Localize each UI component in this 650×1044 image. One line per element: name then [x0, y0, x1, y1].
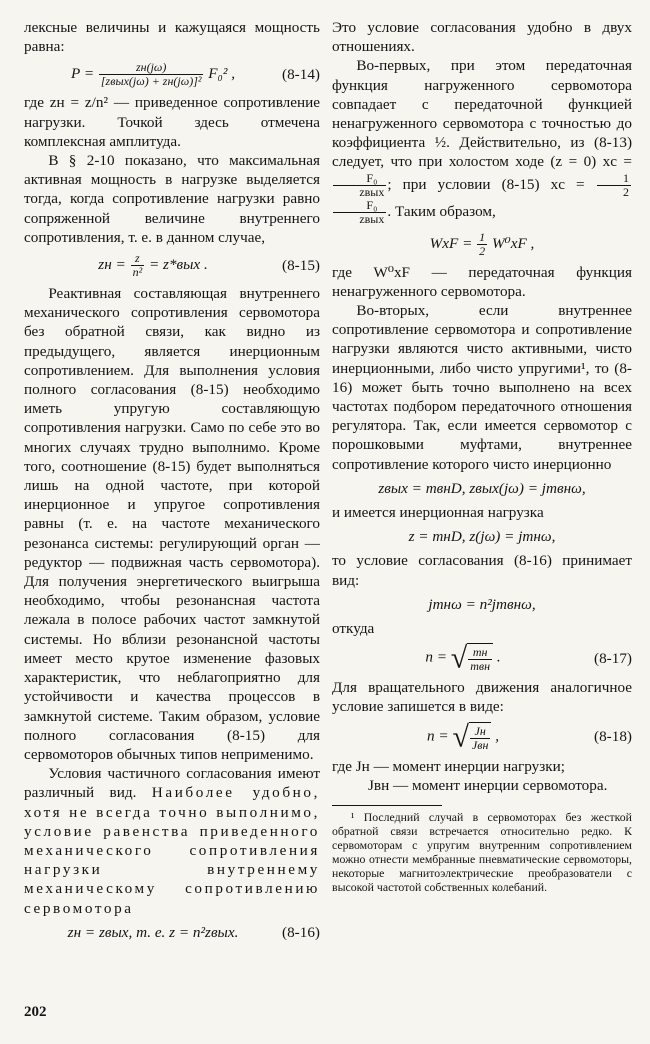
equation-transfer: WxF = $\frac{1}{2}$ W⁰xF ,	[429, 229, 535, 258]
paragraph: Jвн — момент инерции сервомотора.	[368, 776, 608, 794]
equation-8-15: zн = $\frac{z}{\text{n²}}$ = z*вых . (8-15)	[98, 251, 320, 280]
fraction: $\frac{1}{2}$	[479, 229, 486, 258]
fraction: $\frac{z}{\text{n²}}$	[132, 251, 143, 280]
equation-8-18: n = √ $\frac{Jн}{\text{Jвн}}$ , (8-18)	[427, 720, 632, 754]
footnote: ¹ Последний случай в сервомоторах без жесткой обратной связи встречается относительно редко. К сервомоторам с упругим внутренним сопротивлением можно отнести мембранные пневматические сервомоторы, некоторые магнитоэлектрические преобразователи с высокой частотой собственных колебаний.	[332, 810, 632, 895]
equation-8-17: n = √ $\frac{mн}{\text{mвн}}$ . (8-17)	[425, 641, 632, 675]
equation-number: (8-16)	[282, 923, 320, 941]
equation-zvyh: zвых = mвнD, zвых(jω) = jmвнω,	[378, 479, 586, 497]
paragraph: то условие согласования (8-16) принимает вид:	[332, 552, 632, 589]
paragraph: лексные величины и кажущаяся мощность равна:	[24, 19, 320, 56]
equation-number: (8-18)	[594, 728, 632, 746]
footnote-rule	[332, 805, 442, 806]
paragraph: Во-первых, при этом передаточная функция нагруженного сервомотора совпадает с передаточной функцией ненагруженного сервомотора с точностью до коэффициента ½. Действительно, из (8-13) следует, что при холостом ходе (z = 0) xc = $\frac{\text{F₀}}{\text{zвых}}$ ; при условии (8-15) xc = $\frac{1}{2}$ $\frac{\text{F₀}}{\text{zвых}}$ . Таким образом,	[332, 57, 632, 226]
page-number: 202	[24, 1004, 47, 1020]
sqrt-sign: √	[452, 720, 469, 754]
fraction: $\frac{mн}{\text{mвн}}$	[470, 645, 491, 674]
equation-number: (8-15)	[282, 256, 320, 274]
right-column	[332, 18, 632, 894]
equation-number: (8-14)	[282, 66, 320, 84]
sqrt-sign: √	[450, 641, 468, 675]
fraction: $\frac{\text{F₀}}{\text{zвых}}$	[333, 172, 386, 199]
left-column	[24, 18, 320, 947]
equation-number: (8-17)	[594, 649, 632, 667]
paragraph: В § 2-10 показано, что максимальная активная мощность в нагрузке выделяется тогда, когда сопротивление нагрузки равно сопряженной величине внутреннего сопротивления, т. е. в данном случае,	[24, 152, 320, 246]
paragraph: Во-вторых, если внутреннее сопротивление сервомотора и сопротивление нагрузки являются чисто активными, чисто инерционными, либо чисто упругими¹, то (8-16) может быть точно выполнено на всех частотах подбором передаточного отношения регулятора. Так, если имеется сервомотор с порошковыми муфтами, внутреннее сопротивление которого чисто инерционно	[332, 302, 632, 473]
fraction: $\frac{Jн}{\text{Jвн}}$	[471, 723, 489, 752]
paragraph: и имеется инерционная нагрузка	[332, 504, 544, 522]
paragraph: Это условие согласования удобно в двух отношениях.	[332, 19, 632, 56]
paragraph: где Jн — момент инерции нагрузки;	[332, 757, 565, 775]
paragraph: где zн = z/n² — приведенное сопротивление нагрузки. Точкой здесь отмечена комплексная амплитуда.	[24, 94, 320, 150]
paragraph: Реактивная составляющая внутреннего механического сопротивления сервомотора без обратной связи, как видно из предыдущего, является инерционным сопротивлением. Для выполнения условия полного согласования (8-15) необходимо иметь упругую составляющую сопротивления нагрузки. Само по себе это во многих случаях трудно выполнимо. Кроме того, соотношение (8-15) будет выполняться лишь на одной частоте, при которой инерционное и упругое сопротивления равны (т. е. на частоте механического резонанса системы: регулирующий орган — редуктор — подвижная часть сервомотора). Для получения энергетического выигрыша необходимо, чтобы резонансная частота лежала в полосе рабочих частот замкнутой системы. Но вблизи резонансной частоты имеет место крутое изменение фазовых характеристик, что неблагоприятно для устойчивости и качества процессов в замкнутой системе. Таким образом, условие полного согласования (8-15) для сервомоторов обычных типов неприменимо.	[24, 285, 320, 763]
equation-8-16: zн = zвых, т. е. z = n²zвых. (8-16)	[67, 923, 320, 941]
fraction: $\frac{1}{2}$	[597, 172, 631, 199]
paragraph: откуда	[332, 620, 375, 638]
equation-8-14: P = $\frac{zн(j\omega)}{\text{[zвых(jω) + zн(jω)]²}}$ F₀² , (8-14)	[71, 60, 320, 89]
equation-z: z = mнD, z(jω) = jmнω,	[408, 528, 556, 546]
fraction: $\frac{zн(j\omega)}{\text{[zвых(jω) + zн(jω)]²}}$	[100, 60, 202, 89]
paragraph: Условия частичного согласования имеют различный вид. Наиболее удобно, хотя не всегда точно выполнимо, условие равенства приведенного механического сопротивления нагрузки внутреннему механическому сопротивлению сервомотора	[24, 765, 321, 917]
fraction: $\frac{\text{F₀}}{\text{zвых}}$	[333, 199, 386, 226]
equation-condition: jmнω = n²jmвнω,	[428, 595, 536, 613]
paragraph: Для вращательного движения аналогичное условие запишется в виде:	[332, 679, 632, 716]
paragraph: где W⁰xF — передаточная функция ненагруженного сервомотора.	[332, 263, 632, 300]
